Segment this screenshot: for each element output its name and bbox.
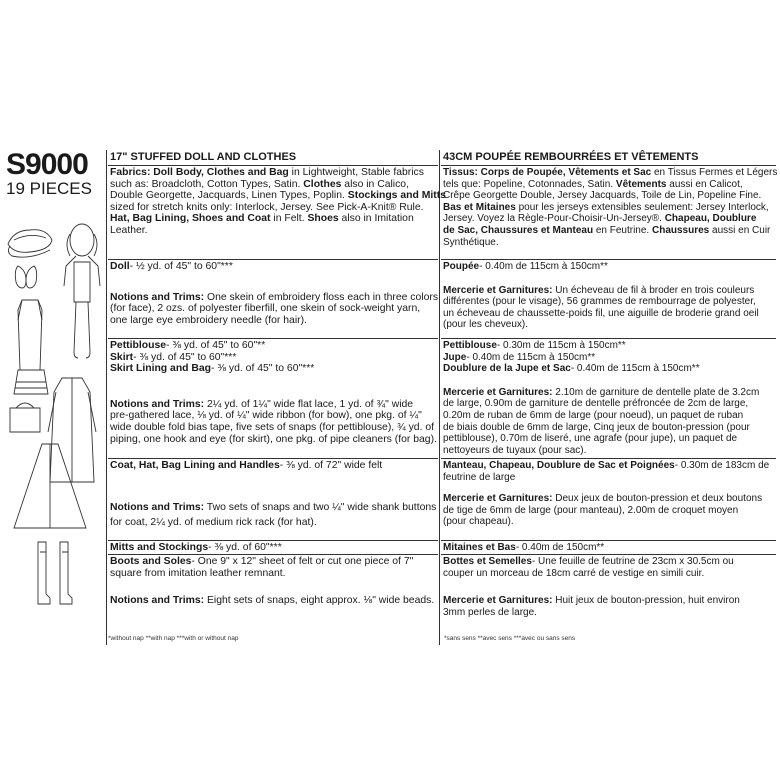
bag-sketch xyxy=(10,403,40,432)
english-title: 17" STUFFED DOLL AND CLOTHES xyxy=(108,150,438,166)
column-divider-left xyxy=(106,150,107,645)
french-title: 43CM POUPÉE REMBOURRÉES ET VÊTEMENTS xyxy=(441,150,776,166)
doll-sketch xyxy=(64,224,100,358)
column-divider-mid xyxy=(439,150,440,645)
french-requirements xyxy=(441,150,776,637)
boots-yardage: Boots and Soles- One 9" x 12" sheet of felt or cut one piece of 7" square from imitation leather remnant. Notions and Trims: Eight sets of snaps, eight approx. ⅛" wide beads. xyxy=(110,556,435,607)
coat-yardage: Coat, Hat, Bag Lining and Handles- ⅜ yd. of 72" wide felt Notions and Trims: Two sets of snaps and two ¼" wide shank buttons for coat, 2¼ yd. of medium rick rack (for hat). xyxy=(108,459,438,541)
english-requirements xyxy=(108,150,446,637)
french-footnote: *sans sens **avec sens ***avec ou sans sens xyxy=(444,635,576,642)
poupee-yardage: Poupée- 0.40m de 115cm à 150cm** Mercerie et Garnitures: Un écheveau de fil à broder en trois couleurs différentes (pour le visage), 56 grammes de rembourrage de polyester, un écheveau de chaussette-poids fil, une aiguille de broderie grand oeil (pour les cheveux). xyxy=(441,260,776,339)
fabrics-block: Fabrics: Doll Body, Clothes and Bag in Lightweight, Stable fabrics such as: Broadcloth, Cotton Types, Satin. Clothes also in Calico, Double Georgette, Jacquards, Linen Types, Poplin. Stockings and Mitts sized for stretch knits only: Interlock, Jersey. See Pick-A-Knit® Rule. Hat, Bag Lining, Shoes and Coat in Felt. Shoes also in Imitation Leather. xyxy=(108,166,438,260)
garment-sketches xyxy=(0,222,106,642)
piece-count: 19 PIECES xyxy=(6,179,92,198)
hat-sketch xyxy=(8,230,52,257)
doll-yardage: Doll- ½ yd. of 45" to 60"*** Notions and Trims: One skein of embroidery floss each in three colors (for face), 2 ozs. of polyester fiberfill, one skein of sock-weight yarn, one large eye embroidery needle (for hair). xyxy=(108,260,438,339)
tissus-block: Tissus: Corps de Poupée, Vêtements et Sac en Tissus Fermes et Légers tels que: Popeline, Cotonnades, Satin. Vêtements aussi en Calicot, Crêpe Georgette Double, Jersey Jacquards, Toile de Lin, Popeline Fine. Bas et Mitaines pour les jerseys extensibles seulement: Jersey Interlock, Jersey. Voyez la Règle-Pour-Choisir-Un-Jersey®. Chapeau, Doublure de Sac, Chaussures et Manteau en Feutrine. Chaussures aussi en Cuir Synthétique. xyxy=(441,166,776,260)
skirt-sketch xyxy=(14,444,86,528)
mitts-yardage: Mitts and Stockings- ⅜ yd. of 60"*** xyxy=(108,541,438,555)
bottes-yardage: Bottes et Semelles- Une feuille de feutrine de 23cm x 30.5cm ou couper un morceau de 18cm carré de vestige en simili cuir. Mercerie et Garnitures: Huit jeux de bouton-pression, huit environ 3mm perles de large. xyxy=(443,556,740,618)
pettiblouse-jupe-yardage: Pettiblouse- 0.30m de 115cm à 150cm** Jupe- 0.40m de 115cm à 150cm** Doublure de la Jupe et Sac- 0.40m de 115cm à 150cm** Mercerie et Garnitures: 2.10m de garniture de dentelle plate de 3.2cm de large, 0.90m de garniture de dentelle préfroncée de 2cm de large, 0.20m de ruban de 6mm de large (pour noeud), un paquet de ruban de biais double de 6mm de large, Cinq jeux de bouton-pression (pour pettiblouse), 0.70m de liseré, une agrafe (pour jupe), un paquet de nettoyeurs de tuyaux (pour sac). xyxy=(441,339,776,459)
coat-sketch xyxy=(48,378,96,482)
dress-sketch xyxy=(14,300,48,394)
pettiblouse-skirt-yardage: Pettiblouse- ⅜ yd. of 45" to 60"** Skirt- ⅜ yd. of 45" to 60"*** Skirt Lining and Bag- ⅜ yd. of 45" to 60"*** Notions and Trims: 2¼ yd. of 1¼" wide flat lace, 1 yd. of ¾" wide pre-gathered lace, ⅛ yd. of ¼" wide ribbon (for bow), one pkg. of ¼" wide double fold bias tape, five sets of snaps (for pettiblouse), ¾ yd. of piping, one hook and eye (for skirt), one pkg. of pipe cleaners (for bag). xyxy=(108,339,438,459)
pattern-code: S9000 xyxy=(6,148,88,181)
boots-sketch xyxy=(38,542,72,604)
english-footnote: *without nap **with nap ***with or without nap xyxy=(108,635,239,642)
mitts-sketch xyxy=(15,266,36,288)
mitaines-yardage: Mitaines et Bas- 0.40m de 150cm** xyxy=(441,541,776,555)
manteau-yardage: Manteau, Chapeau, Doublure de Sac et Poignées- 0.30m de 183cm de feutrine de large Mercerie et Garnitures: Deux jeux de bouton-pression et deux boutons de tige de 6mm de large (pour manteau), 2.00m de croquet moyen (pour chapeau). xyxy=(441,459,776,541)
